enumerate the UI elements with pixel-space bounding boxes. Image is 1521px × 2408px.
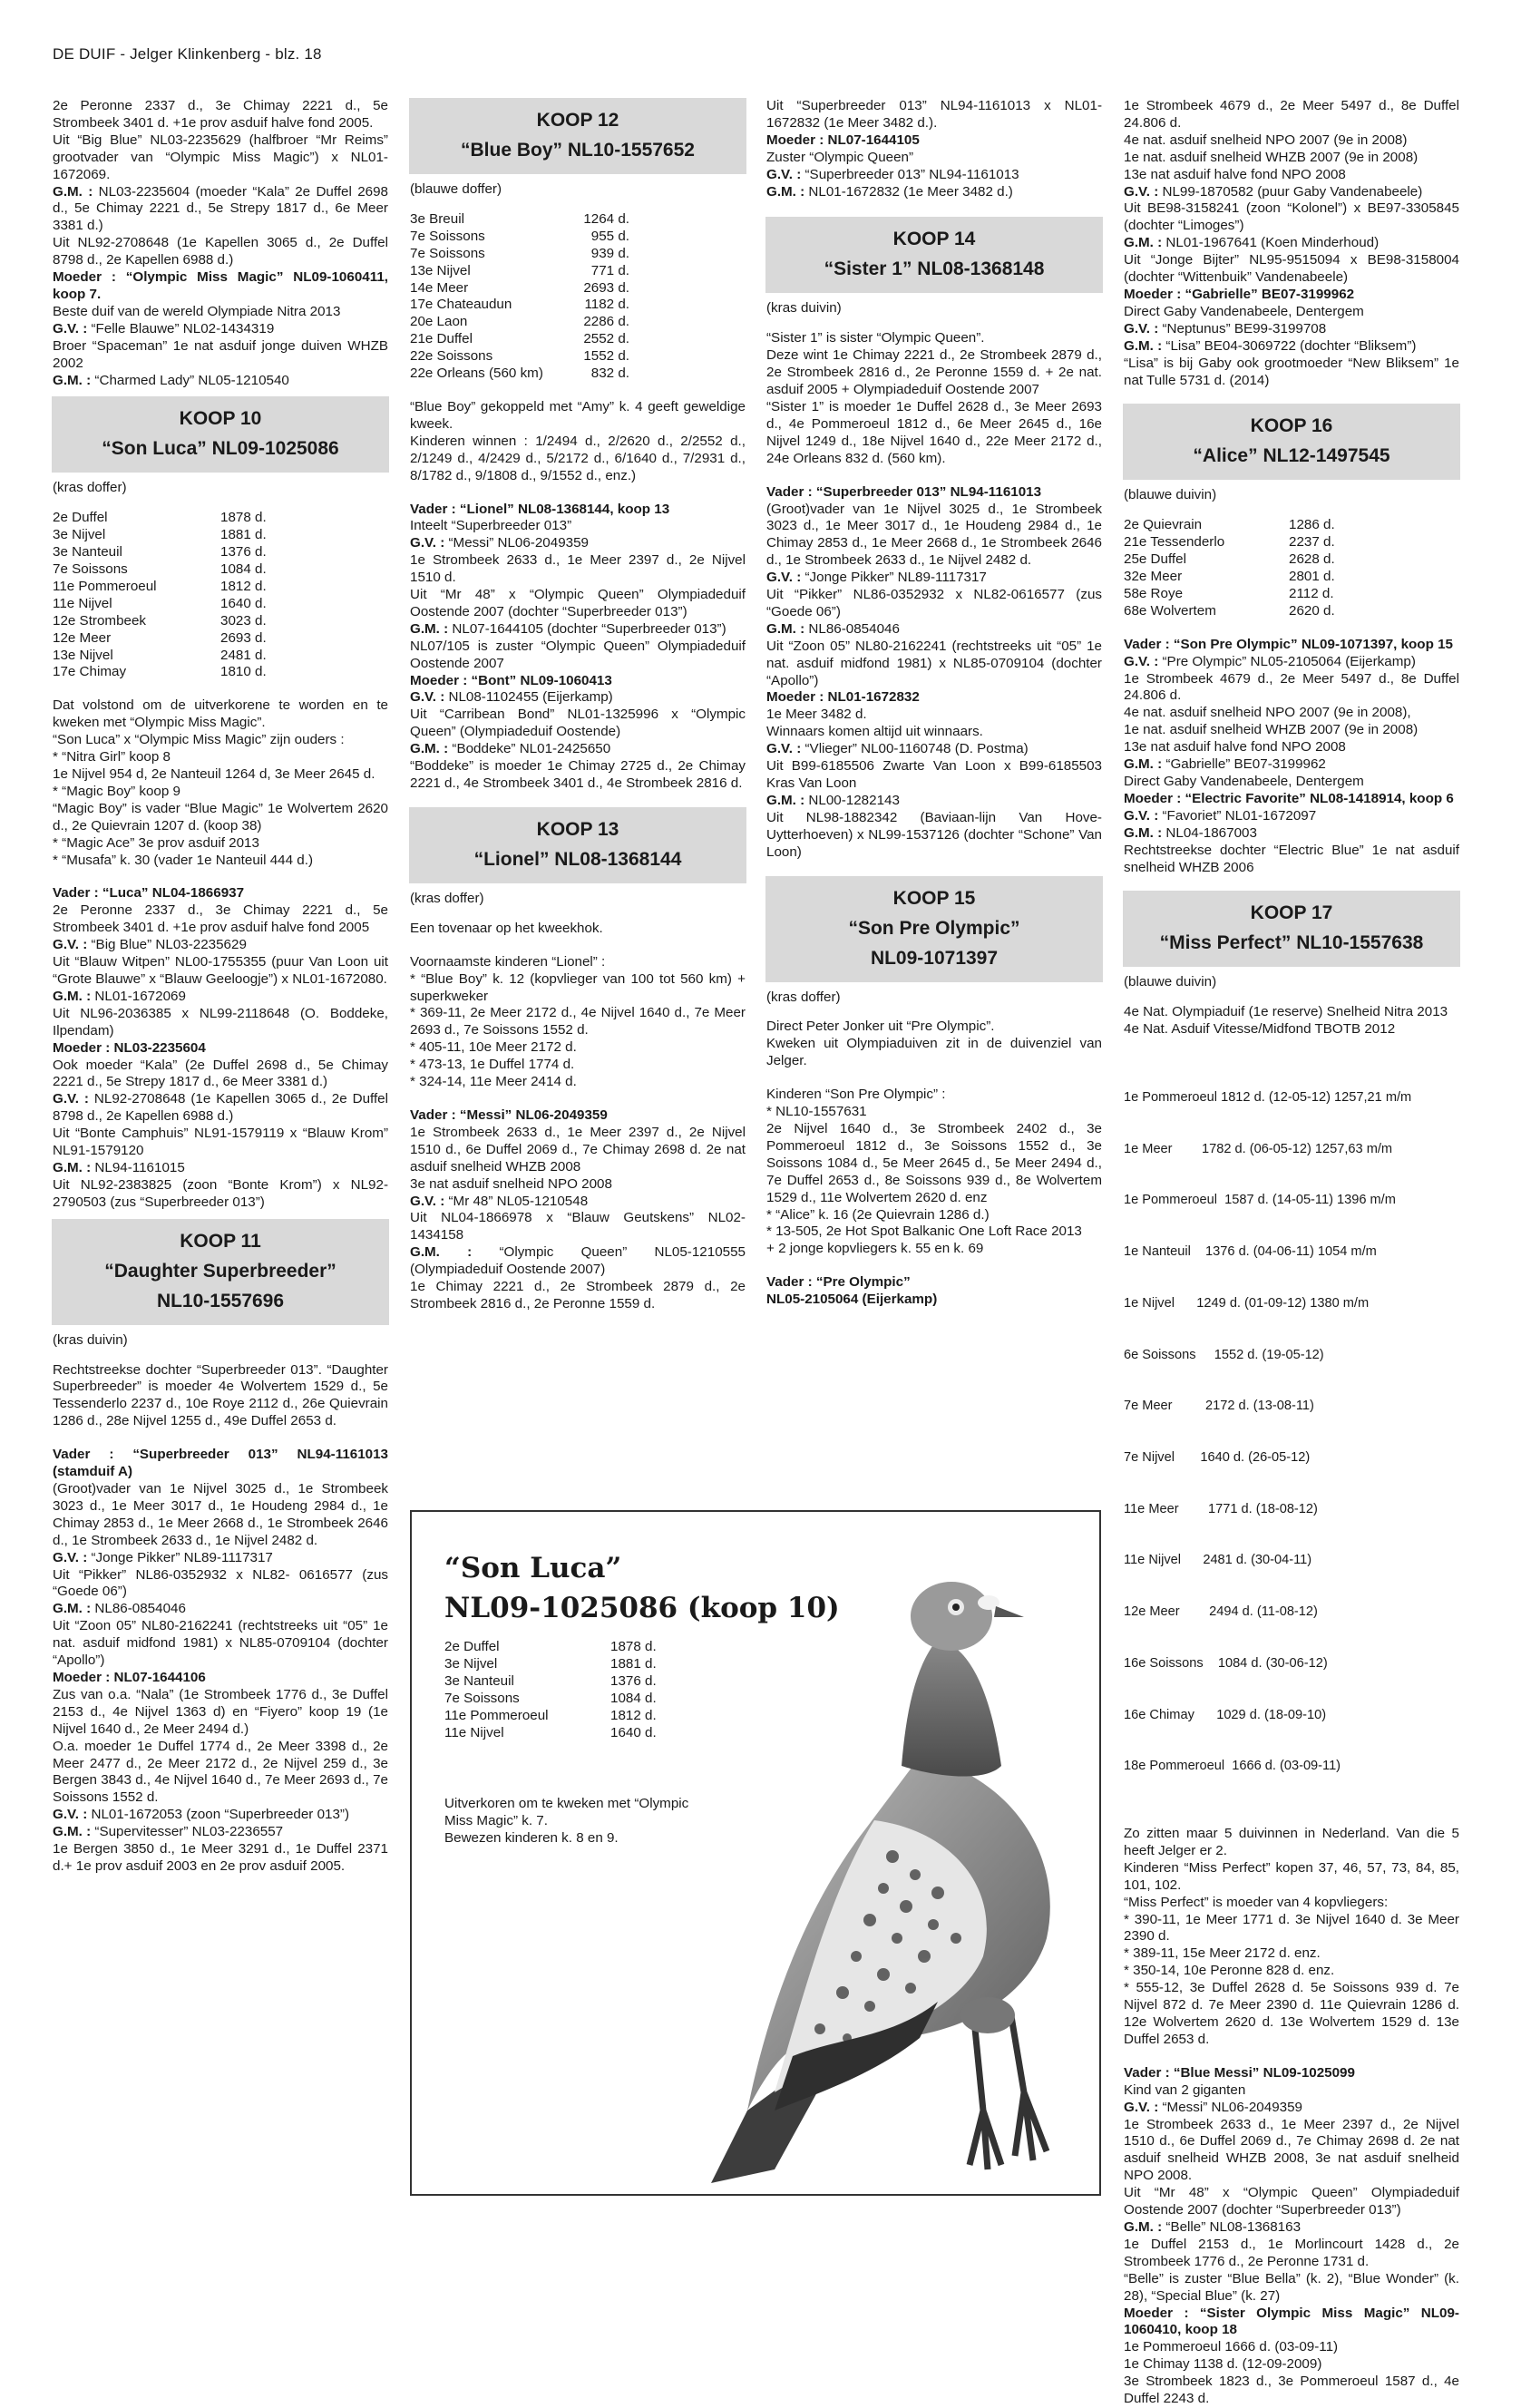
result-row: 16e Chimay 1029 d. (18-09-10) bbox=[1124, 1707, 1327, 1722]
koop-11-header bbox=[52, 1219, 389, 1325]
paragraph: Uit “Big Blue” NL03-2235629 (halfbroer “Mr Reims” grootvader van “Olympic Miss Magic”) x NL01-1672069. bbox=[53, 132, 388, 182]
page-header: DE DUIF - Jelger Klinkenberg - blz. 18 bbox=[53, 45, 322, 63]
paragraph: G.V. : “Mr 48” NL05-1210548 bbox=[410, 1193, 589, 1209]
result-row: 22e Soissons 1552 d. bbox=[410, 348, 629, 365]
paragraph: Broer “Spaceman” 1e nat asduif jonge duiven WHZB 2002 bbox=[53, 337, 388, 371]
paragraph: Uit NL92-2708648 (1e Kapellen 3065 d., 2e Duffel 8798 d., 2e Kapellen 6988 d.) bbox=[53, 235, 388, 268]
result-row: 7e Soissons 1084 d. bbox=[53, 561, 267, 578]
vader-line: Vader : “Messi” NL06-2049359 bbox=[410, 1107, 608, 1123]
result-row: 12e Meer 2693 d. bbox=[53, 629, 267, 646]
result-row: 1e Nijvel 1249 d. (01-09-12) 1380 m/m bbox=[1124, 1295, 1370, 1311]
paragraph: * 473-13, 1e Duffel 1774 d. bbox=[410, 1057, 575, 1073]
paragraph: Uit “Pikker” NL86-0352932 x NL82- 0616577 (zus “Goede 06”) bbox=[53, 1566, 388, 1600]
paragraph: 1e Bergen 3850 d., 1e Meer 3291 d., 1e Duffel 2371 d.+ 1e prov asduif 2003 en 2e prov asduif 2005. bbox=[53, 1841, 388, 1874]
result-row: 18e Pommeroeul 1666 d. (03-09-11) bbox=[1124, 1759, 1341, 1774]
paragraph: G.V. : “Vlieger” NL00-1160748 (D. Postma) bbox=[766, 741, 1029, 757]
vader-line: Vader : “Superbreeder 013” NL94-1161013 bbox=[766, 483, 1042, 500]
koop-subtitle: (kras duivin) bbox=[53, 1331, 128, 1348]
paragraph: “Magic Boy” is vader “Blue Magic” 1e Wolvertem 2620 d., 2e Quievrain 1207 d. (koop 38) bbox=[53, 800, 388, 834]
result-row: 20e Laon 2286 d. bbox=[410, 314, 629, 330]
paragraph: 1e Strombeek 4679 d., 2e Meer 5497 d., 8e Duffel 24.806 d. bbox=[1124, 98, 1459, 131]
paragraph: Rechtstreekse dochter “Superbreeder 013”. “Daughter Superbreeder” is moeder 4e Wolvertem 1529 d., 5e Tessenderlo 2237 d., 10e Roye 2112 d., 26e Quievrain 1286 d., 28e Nijvel 1255 d., 49e Duffel 2653 d. bbox=[53, 1361, 388, 1429]
vader-line: Vader : “Blue Messi” NL09-1025099 bbox=[1124, 2064, 1355, 2081]
koop-16-header bbox=[1123, 404, 1460, 480]
paragraph: “Belle” is zuster “Blue Bella” (k. 2), “Blue Wonder” (k. 28), “Special Blue” (k. 27) bbox=[1124, 2270, 1459, 2304]
paragraph: “Son Luca” x “Olympic Miss Magic” zijn ouders : bbox=[53, 732, 345, 748]
paragraph: Ook moeder “Kala” (2e Duffel 2698 d., 5e Chimay 2221 d., 5e Strepy 1817 d., 6e Meer 3381 d.) bbox=[53, 1057, 388, 1090]
koop-title: KOOP 17 bbox=[1250, 902, 1333, 924]
koop-title: KOOP 13 bbox=[536, 818, 619, 840]
result-row: 11e Pommeroeul 1812 d. bbox=[53, 578, 267, 594]
paragraph: 13e nat asduif halve fond NPO 2008 bbox=[1124, 166, 1346, 182]
paragraph: G.M. : NL01-1672832 (1e Meer 3482 d.) bbox=[766, 183, 1013, 200]
pigeon-photo bbox=[711, 1530, 1101, 2192]
paragraph: G.V. : “Neptunus” BE99-3199708 bbox=[1124, 320, 1327, 336]
koop-subtitle: (kras doffer) bbox=[410, 890, 484, 906]
result-row: 16e Soissons 1084 d. (30-06-12) bbox=[1124, 1655, 1328, 1671]
paragraph bbox=[53, 184, 388, 236]
paragraph: Uit B99-6185506 Zwarte Van Loon x B99-6185503 Kras Van Loon bbox=[766, 758, 1102, 791]
paragraph: * “Musafa” k. 30 (vader 1e Nanteuil 444 d.) bbox=[53, 852, 314, 868]
note-line: Bewezen kinderen k. 8 en 9. bbox=[444, 1829, 619, 1846]
column-3 bbox=[766, 98, 1102, 1309]
paragraph: 4e nat. asduif snelheid NPO 2007 (9e in 2008) bbox=[1124, 132, 1408, 148]
koop-12-header bbox=[409, 98, 746, 174]
koop-subtitle: (blauwe duivin) bbox=[1124, 974, 1217, 990]
paragraph: * 390-11, 1e Meer 1771 d. 3e Nijvel 1640 d. 3e Meer 2390 d. bbox=[1124, 1911, 1459, 1945]
moeder-line: Moeder : “Olympic Miss Magic” NL09-1060411, koop 7. bbox=[53, 269, 388, 302]
koop-name: “Blue Boy” NL10-1557652 bbox=[461, 140, 695, 161]
paragraph: G.M. : “Supervitesser” NL03-2236557 bbox=[53, 1824, 284, 1840]
paragraph: “Miss Perfect” is moeder van 4 kopvliegers: bbox=[1124, 1894, 1389, 1910]
paragraph: G.V. : NL99-1870582 (puur Gaby Vandenabeele) bbox=[1124, 183, 1423, 200]
paragraph: * 350-14, 10e Peronne 828 d. enz. bbox=[1124, 1963, 1335, 1979]
moeder-line: Moeder : NL03-2235604 bbox=[53, 1039, 206, 1056]
koop-name: “Son Luca” NL09-1025086 bbox=[102, 438, 339, 460]
paragraph: * “Magic Ace” 3e prov asduif 2013 bbox=[53, 834, 259, 851]
result-row: 1e Meer 1782 d. (06-05-12) 1257,63 m/m bbox=[1124, 1141, 1393, 1156]
paragraph: Uit NL98-1882342 (Baviaan-lijn Van Hove-Uytterhoeven) x NL99-1537126 (dochter “Schone” Van Loon) bbox=[766, 809, 1102, 860]
koop-10-header bbox=[52, 396, 389, 473]
paragraph: Uit “Zoon 05” NL80-2162241 (rechtstreeks uit “05” 1e nat. asduif midfond 1981) x NL85-0709104 (dochter “Apollo”) bbox=[766, 638, 1102, 688]
paragraph: G.M. : “Lisa” BE04-3069722 (dochter “Bliksem”) bbox=[1124, 337, 1417, 354]
paragraph: 1e nat. asduif snelheid WHZB 2007 (9e in 2008) bbox=[1124, 149, 1419, 165]
result-row: 32e Meer 2801 d. bbox=[1124, 569, 1335, 585]
paragraph: “Sister 1” is moeder 1e Duffel 2628 d., 3e Meer 2693 d., 4e Pommeroeul 1812 d., 6e Meer 2645 d., 16e Nijvel 1249 d., 18e Nijvel 1640 d., 22e Meer 2172 d., 24e Orleans 832 d. (560 km). bbox=[766, 398, 1102, 466]
results-table bbox=[53, 510, 267, 681]
paragraph: 1e nat. asduif snelheid WHZB 2007 (9e in 2008) bbox=[1124, 722, 1419, 738]
koop-subtitle: (blauwe doffer) bbox=[410, 181, 502, 197]
son-luca-feature-box bbox=[410, 1510, 1101, 2196]
result-row: 68e Wolvertem 2620 d. bbox=[1124, 602, 1335, 619]
feature-results bbox=[444, 1639, 657, 1741]
paragraph: Rechtstreekse dochter “Electric Blue” 1e nat asduif snelheid WHZB 2006 bbox=[1124, 842, 1459, 875]
vader-line: Vader : “Son Pre Olympic” NL09-1071397, koop 15 bbox=[1124, 636, 1453, 652]
koop-subtitle: (kras doffer) bbox=[766, 989, 841, 1005]
koop-name: “Daughter Superbreeder” bbox=[104, 1260, 336, 1282]
paragraph: G.M. : “Belle” NL08-1368163 bbox=[1124, 2218, 1302, 2235]
feature-title-line: “Son Luca” bbox=[444, 1552, 622, 1584]
results-table bbox=[410, 211, 629, 383]
result-row: 11e Nijvel 1640 d. bbox=[53, 595, 267, 611]
koop-title: KOOP 15 bbox=[892, 887, 976, 909]
result-row: 17e Chimay 1810 d. bbox=[53, 664, 267, 680]
paragraph: Uit “Mr 48” x “Olympic Queen” Olympiadeduif Oostende 2007 (dochter “Superbreeder 013”) bbox=[410, 587, 746, 619]
koop-14-header bbox=[765, 217, 1103, 293]
result-row: 21e Tessenderlo 2237 d. bbox=[1124, 534, 1335, 551]
paragraph: 1e Strombeek 2633 d., 1e Meer 2397 d., 2e Nijvel 1510 d., 6e Duffel 2069 d., 7e Chimay 2698 d. 2e nat asduif snelheid WHZB 2008, 3e nat asduif snelheid NPO 2008. bbox=[1124, 2116, 1459, 2184]
koop-title: KOOP 14 bbox=[892, 229, 976, 250]
result-row: 7e Meer 2172 d. (13-08-11) bbox=[1124, 1399, 1314, 1414]
text: NL03-2235604 (moeder “Kala” 2e Duffel 2698 d., 5e Chimay 2221 d., 5e Strepy 1817 d., 6e Meer 3381 d.) bbox=[53, 183, 388, 234]
paragraph: 1e Meer 3482 d. bbox=[766, 707, 867, 723]
feature-title-line: NL09-1025086 (koop 10) bbox=[444, 1592, 840, 1624]
column-1 bbox=[53, 98, 388, 1876]
paragraph bbox=[53, 373, 388, 390]
paragraph: (Groot)vader van 1e Nijvel 3025 d., 1e Strombeek 3023 d., 1e Meer 3017 d., 1e Houdeng 2984 d., 1e Chimay 2853 d., 1e Meer 2668 d., 1e Strombeek 2646 d., 1e Strombeek 2633 d., 1e Nijvel 2482 d. bbox=[53, 1481, 388, 1548]
koop-subtitle: (blauwe duivin) bbox=[1124, 487, 1217, 503]
result-row: 7e Soissons 1084 d. bbox=[444, 1690, 657, 1706]
vader-line: Vader : “Pre Olympic” bbox=[766, 1274, 911, 1291]
paragraph: G.M. : NL94-1161015 bbox=[53, 1159, 185, 1175]
result-row: 2e Duffel 1878 d. bbox=[53, 510, 267, 526]
moeder-line: Moeder : “Electric Favorite” NL08-1418914, koop 6 bbox=[1124, 790, 1454, 806]
paragraph: * “Blue Boy” k. 12 (kopvlieger van 100 tot 560 km) + superkweker bbox=[410, 970, 746, 1004]
koop-15-header bbox=[765, 876, 1103, 982]
moeder-line: Moeder : “Sister Olympic Miss Magic” NL09-1060410, koop 18 bbox=[1124, 2305, 1459, 2338]
koop-title: KOOP 12 bbox=[536, 110, 619, 131]
paragraph: “Lisa” is bij Gaby ook grootmoeder “New Bliksem” 1e nat Tulle 5731 d. (2014) bbox=[1124, 355, 1459, 388]
result-row: 11e Nijvel 1640 d. bbox=[444, 1724, 657, 1740]
paragraph: Kinderen winnen : 1/2494 d., 2/2620 d., 2/2552 d., 2/1249 d., 4/2429 d., 5/2172 d., 6/1640 d., 7/2931 d., 8/1782 d., 9/1808 d., 9/1552 d., enz.) bbox=[410, 433, 746, 483]
paragraph: Kinderen “Miss Perfect” kopen 37, 46, 57, 73, 84, 85, 101, 102. bbox=[1124, 1859, 1459, 1893]
paragraph: Zo zitten maar 5 duivinnen in Nederland. Van die 5 heeft Jelger er 2. bbox=[1124, 1826, 1459, 1858]
paragraph: Dat volstond om de uitverkorene te worden en te kweken met “Olympic Miss Magic”. bbox=[53, 697, 388, 731]
paragraph: G.V. : “Jonge Pikker” NL89-1117317 bbox=[766, 570, 987, 586]
paragraph: G.M. : NL07-1644105 (dochter “Superbreeder 013”) bbox=[410, 620, 726, 637]
paragraph: O.a. moeder 1e Duffel 1774 d., 2e Meer 3398 d., 2e Meer 2477 d., 2e Meer 2172 d., 2e Nijvel 259 d., 3e Bergen 3843 d., 4e Nijvel 1640 d., 7e Meer 2693 d., 7e Soissons 1552 d. bbox=[53, 1738, 388, 1806]
paragraph: G.M. : NL00-1282143 bbox=[766, 792, 900, 808]
result-row: 6e Soissons 1552 d. (19-05-12) bbox=[1124, 1347, 1324, 1362]
paragraph: Kweken uit Olympiaduiven zit in de duivenziel van Jelger. bbox=[766, 1036, 1102, 1069]
paragraph: G.V. : “Messi” NL06-2049359 bbox=[410, 535, 589, 551]
paragraph: Zuster “Olympic Queen” bbox=[766, 149, 914, 165]
result-row: 25e Duffel 2628 d. bbox=[1124, 551, 1335, 568]
paragraph: Deze wint 1e Chimay 2221 d., 2e Strombeek 2879 d., 2e Strombeek 2816 d., 2e Peronne 1559 d. + 2e nat. asduif 2005 + Olympiadeduif Oostende 2007 bbox=[766, 347, 1102, 398]
paragraph: G.V. : “Jonge Pikker” NL89-1117317 bbox=[53, 1549, 273, 1565]
moeder-line: Moeder : NL01-1672832 bbox=[766, 689, 920, 706]
paragraph: 3e Strombeek 1823 d., 3e Pommeroeul 1587 d., 4e Duffel 2243 d. bbox=[1124, 2374, 1459, 2407]
results-table bbox=[1124, 517, 1335, 619]
paragraph: Uit “Bonte Camphuis” NL91-1579119 x “Blauw Krom” NL91-1579120 bbox=[53, 1126, 388, 1159]
result-row: 3e Breuil 1264 d. bbox=[410, 210, 629, 227]
paragraph: Uit NL04-1866978 x “Blauw Geutskens” NL02-1434158 bbox=[410, 1210, 746, 1243]
result-row: 7e Nijvel 1640 d. (26-05-12) bbox=[1124, 1450, 1311, 1465]
result-row: 1e Nanteuil 1376 d. (04-06-11) 1054 m/m bbox=[1124, 1244, 1377, 1260]
paragraph: 1e Chimay 1138 d. (12-09-2009) bbox=[1124, 2356, 1322, 2373]
paragraph: Uit BE98-3158241 (zoon “Kolonel”) x BE97-3305845 (dochter “Limoges”) bbox=[1124, 200, 1459, 234]
paragraph: G.V. : NL92-2708648 (1e Kapellen 3065 d., 2e Duffel 8798 d., 2e Kapellen 6988 d.) bbox=[53, 1091, 388, 1125]
paragraph: 1e Pommeroeul 1666 d. (03-09-11) bbox=[1124, 2339, 1339, 2355]
paragraph: 1e Strombeek 2633 d., 1e Meer 2397 d., 2e Nijvel 1510 d., 6e Duffel 2069 d., 7e Chimay 2698 d. 2e nat asduif snelheid WHZB 2008 bbox=[410, 1124, 746, 1175]
paragraph: G.V. : “Favoriet” NL01-1672097 bbox=[1124, 807, 1317, 824]
koop-name: “Miss Perfect” NL10-1557638 bbox=[1159, 932, 1424, 954]
result-row: 11e Meer 1771 d. (18-08-12) bbox=[1124, 1501, 1318, 1516]
label: G.M. : bbox=[53, 183, 93, 200]
paragraph: “Boddeke” is moeder 1e Chimay 2725 d., 2e Chimay 2221 d., 4e Strombeek 3401 d., 4e Strombeek 2816 d. bbox=[410, 758, 746, 791]
paragraph: G.V. : “Superbreeder 013” NL94-1161013 bbox=[766, 166, 1019, 182]
paragraph: G.V. : NL01-1672053 (zoon “Superbreeder 013”) bbox=[53, 1807, 350, 1823]
paragraph: G.V. : NL08-1102455 (Eijerkamp) bbox=[410, 689, 613, 706]
paragraph: G.M. : “Boddeke” NL01-2425650 bbox=[410, 741, 611, 757]
paragraph: * “Alice” k. 16 (2e Quievrain 1286 d.) bbox=[766, 1206, 990, 1223]
paragraph: 2e Nijvel 1640 d., 3e Strombeek 2402 d., 3e Pommeroeul 1812 d., 3e Soissons 1552 d., 3e Soissons 1084 d., 5e Meer 2645 d., 5e Meer 2494 d., 7e Duffel 2653 d., 8e Soissons 939 d., 8e Wolvertem 1529 d., 11e Wolvertem 2620 d. enz bbox=[766, 1120, 1102, 1205]
result-row: 3e Nijvel 1881 d. bbox=[444, 1655, 657, 1672]
paragraph: 1e Strombeek 4679 d., 2e Meer 5497 d., 8e Duffel 24.806 d. bbox=[1124, 670, 1459, 704]
paragraph: Direct Peter Jonker uit “Pre Olympic”. bbox=[766, 1019, 995, 1035]
paragraph: * 13-505, 2e Hot Spot Balkanic One Loft Race 2013 bbox=[766, 1223, 1082, 1240]
result-row: 12e Meer 2494 d. (11-08-12) bbox=[1124, 1604, 1318, 1620]
result-row: 7e Soissons 955 d. bbox=[410, 228, 629, 244]
paragraph: 13e nat asduif halve fond NPO 2008 bbox=[1124, 739, 1346, 756]
result-row: 7e Soissons 939 d. bbox=[410, 245, 629, 261]
paragraph: G.M. : NL01-1967641 (Koen Minderhoud) bbox=[1124, 235, 1380, 251]
paragraph: (Groot)vader van 1e Nijvel 3025 d., 1e Strombeek 3023 d., 1e Meer 3017 d., 1e Houdeng 2984 d., 1e Chimay 2853 d., 1e Meer 2668 d., 1e Strombeek 2646 d., 1e Strombeek 2633 d., 1e Nijvel 2482 d. bbox=[766, 501, 1102, 569]
result-row: 22e Orleans (560 km) 832 d. bbox=[410, 366, 629, 382]
koop-name: “Lionel” NL08-1368144 bbox=[473, 848, 682, 870]
column-4 bbox=[1124, 98, 1459, 2408]
feature-note bbox=[444, 1796, 717, 1847]
paragraph: Uit “Superbreeder 013” NL94-1161013 x NL01-1672832 (1e Meer 3482 d.). bbox=[766, 98, 1102, 131]
paragraph: Direct Gaby Vandenabeele, Dentergem bbox=[1124, 303, 1364, 319]
paragraph: 4e nat. asduif snelheid NPO 2007 (9e in 2008), bbox=[1124, 705, 1411, 721]
paragraph: * 369-11, 2e Meer 2172 d., 4e Nijvel 1640 d., 7e Meer 2693 d., 7e Soissons 1552 d. bbox=[410, 1005, 746, 1038]
paragraph: G.M. : “Olympic Queen” NL05-1210555 (Olympiadeduif Oostende 2007) bbox=[410, 1244, 746, 1278]
paragraph: 1e Nijvel 954 d, 2e Nanteuil 1264 d, 3e Meer 2645 d. bbox=[53, 766, 375, 782]
paragraph: 2e Peronne 2337 d., 3e Chimay 2221 d., 5e Strombeek 3401 d. +1e prov asduif halve fond 2005 bbox=[53, 902, 388, 936]
paragraph: G.M. : NL01-1672069 bbox=[53, 988, 186, 1004]
paragraph: * NL10-1557631 bbox=[766, 1104, 867, 1120]
paragraph: Beste duif van de wereld Olympiade Nitra 2013 bbox=[53, 303, 341, 319]
paragraph: Kind van 2 giganten bbox=[1124, 2081, 1246, 2098]
result-row: 13e Nijvel 2481 d. bbox=[53, 647, 267, 663]
result-row: 2e Duffel 1878 d. bbox=[444, 1639, 657, 1654]
moeder-line: Moeder : NL07-1644106 bbox=[53, 1669, 206, 1685]
paragraph: “Sister 1” is sister “Olympic Queen”. bbox=[766, 330, 985, 346]
paragraph: Uit “Pikker” NL86-0352932 x NL82-0616577 (zus “Goede 06”) bbox=[766, 587, 1102, 619]
result-row: 3e Nanteuil 1376 d. bbox=[53, 544, 267, 561]
koop-subtitle: (kras duivin) bbox=[766, 300, 842, 317]
paragraph: Zus van o.a. “Nala” (1e Strombeek 1776 d., 3e Duffel 2153 d., 4e Nijvel 1363 d) en “Fiyero” koop 19 (1e Nijvel 1640 d., 2e Meer 2494 d.) bbox=[53, 1686, 388, 1737]
result-row: 3e Nanteuil 1376 d. bbox=[444, 1672, 657, 1689]
column-2 bbox=[410, 98, 746, 1313]
koop-name: “Son Pre Olympic” bbox=[848, 917, 1020, 939]
paragraph: * 405-11, 10e Meer 2172 d. bbox=[410, 1039, 577, 1056]
paragraph: Uit NL96-2036385 x NL99-2118648 (O. Boddeke, Ilpendam) bbox=[53, 1005, 388, 1038]
koop-title: KOOP 10 bbox=[179, 408, 262, 430]
paragraph: Uit “Blauw Witpen” NL00-1755355 (puur Van Loon uit “Grote Blauwe” x “Blauw Geeloogje”) x NL01-1672080. bbox=[53, 954, 388, 987]
paragraph: G.V. : “Messi” NL06-2049359 bbox=[1124, 2099, 1302, 2115]
koop-ring: NL09-1071397 bbox=[870, 947, 999, 969]
koop-name: “Alice” NL12-1497545 bbox=[1193, 445, 1390, 467]
result-row: 58e Roye 2112 d. bbox=[1124, 585, 1334, 601]
result-row: 1e Pommeroeul 1812 d. (12-05-12) 1257,21 m/m bbox=[1124, 1089, 1412, 1105]
paragraph bbox=[53, 321, 388, 338]
paragraph: Kinderen “Son Pre Olympic” : bbox=[766, 1087, 946, 1103]
paragraph: Uit NL92-2383825 (zoon “Bonte Krom”) x NL92-2790503 (zus “Superbreeder 013”) bbox=[53, 1176, 388, 1210]
paragraph: Uit “Mr 48” x “Olympic Queen” Olympiadeduif Oostende 2007 (dochter “Superbreeder 013”) bbox=[1124, 2185, 1459, 2218]
koop-13-header bbox=[409, 807, 746, 883]
koop-name: “Sister 1” NL08-1368148 bbox=[824, 258, 1045, 280]
label: G.V. : bbox=[53, 320, 88, 336]
text: “Charmed Lady” NL05-1210540 bbox=[94, 372, 289, 388]
paragraph: G.M. : “Gabrielle” BE07-3199962 bbox=[1124, 756, 1326, 773]
vader-line: Vader : “Lionel” NL08-1368144, koop 13 bbox=[410, 501, 670, 517]
koop-title: KOOP 16 bbox=[1250, 415, 1333, 437]
result-row: 13e Nijvel 771 d. bbox=[410, 262, 629, 278]
paragraph: * 555-12, 3e Duffel 2628 d. 5e Soissons 939 d. 7e Nijvel 872 d. 7e Meer 2390 d. 11e Quievrain 1286 d. 12e Wolvertem 2620 d. 13e Wolvertem 1529 d. 13e Duffel 2653 d. bbox=[1124, 1980, 1459, 2047]
note-line: Uitverkoren om te kweken met “Olympic Miss Magic” k. 7. bbox=[444, 1796, 689, 1828]
paragraph: “Blue Boy” gekoppeld met “Amy” k. 4 geeft geweldige kweek. bbox=[410, 398, 746, 432]
paragraph: * “Nitra Girl” koop 8 bbox=[53, 749, 171, 765]
paragraph: 4e Nat. Asduif Vitesse/Midfond TBOTB 2012 bbox=[1124, 1021, 1396, 1038]
paragraph: * “Magic Boy” koop 9 bbox=[53, 783, 180, 799]
paragraph: Winnaars komen altijd uit winnaars. bbox=[766, 724, 983, 740]
paragraph: 3e nat asduif snelheid NPO 2008 bbox=[410, 1175, 612, 1192]
paragraph: G.M. : NL04-1867003 bbox=[1124, 824, 1257, 841]
paragraph: Uit “Zoon 05” NL80-2162241 (rechtstreeks uit “05” 1e nat. asduif midfond 1981) x NL85-0709104 (dochter “Apollo”) bbox=[53, 1618, 388, 1669]
koop-subtitle: (kras doffer) bbox=[53, 480, 127, 496]
paragraph: Voornaamste kinderen “Lionel” : bbox=[410, 953, 606, 970]
paragraph: 1e Chimay 2221 d., 2e Strombeek 2879 d., 2e Strombeek 2816 d., 2e Peronne 1559 d. bbox=[410, 1279, 746, 1311]
paragraph: Direct Gaby Vandenabeele, Dentergem bbox=[1124, 774, 1364, 789]
paragraph: * 324-14, 11e Meer 2414 d. bbox=[410, 1074, 577, 1090]
paragraph: G.V. : “Pre Olympic” NL05-2105064 (Eijerkamp) bbox=[1124, 653, 1416, 669]
result-row: 21e Duffel 2552 d. bbox=[410, 331, 629, 347]
result-row: 2e Quievrain 1286 d. bbox=[1124, 517, 1335, 533]
moeder-line: Moeder : NL07-1644105 bbox=[766, 132, 920, 148]
vader-line: Vader : “Superbreeder 013” NL94-1161013 (stamduif A) bbox=[53, 1447, 388, 1480]
label: G.M. : bbox=[53, 372, 92, 388]
paragraph: G.M. : NL86-0854046 bbox=[53, 1601, 186, 1617]
paragraph: NL07/105 is zuster “Olympic Queen” Olympiadeduif Oostende 2007 bbox=[410, 638, 746, 671]
paragraph: Inteelt “Superbreeder 013” bbox=[410, 518, 572, 534]
text: “Felle Blauwe” NL02-1434319 bbox=[91, 320, 275, 336]
result-row: 11e Pommeroeul 1812 d. bbox=[444, 1707, 657, 1723]
paragraph: Een tovenaar op het kweekhok. bbox=[410, 920, 603, 936]
koop-17-header bbox=[1123, 891, 1460, 967]
paragraph: Uit “Jonge Bijter” NL95-9515094 x BE98-3158004 (dochter “Wittenbuik” Vandenabeele) bbox=[1124, 252, 1459, 286]
results-list bbox=[1124, 1055, 1459, 1809]
moeder-line: Moeder : “Bont” NL09-1060413 bbox=[410, 672, 612, 688]
moeder-line: Moeder : “Gabrielle” BE07-3199962 bbox=[1124, 286, 1355, 302]
result-row: 3e Nijvel 1881 d. bbox=[53, 527, 267, 543]
result-row: 17e Chateaudun 1182 d. bbox=[410, 297, 629, 313]
result-row: 11e Nijvel 2481 d. (30-04-11) bbox=[1124, 1553, 1312, 1568]
result-row: 12e Strombeek 3023 d. bbox=[53, 612, 267, 629]
paragraph: * 389-11, 15e Meer 2172 d. enz. bbox=[1124, 1945, 1321, 1962]
paragraph: G.V. : “Big Blue” NL03-2235629 bbox=[53, 937, 247, 953]
paragraph: G.M. : NL86-0854046 bbox=[766, 620, 900, 637]
koop-ring: NL10-1557696 bbox=[156, 1290, 285, 1311]
result-row: 1e Pommeroeul 1587 d. (14-05-11) 1396 m/m bbox=[1124, 1193, 1396, 1208]
paragraph: Uit “Carribean Bond” NL01-1325996 x “Olympic Queen” (Olympiadeduif Oostende) bbox=[410, 707, 746, 740]
vader-line: NL05-2105064 (Eijerkamp) bbox=[766, 1292, 938, 1308]
paragraph: 1e Duffel 2153 d., 1e Morlincourt 1428 d., 2e Strombeek 1776 d., 2e Peronne 1731 d. bbox=[1124, 2236, 1459, 2269]
result-row: 14e Meer 2693 d. bbox=[410, 279, 629, 296]
paragraph: 2e Peronne 2337 d., 3e Chimay 2221 d., 5e Strombeek 3401 d. +1e prov asduif halve fond 2005. bbox=[53, 98, 388, 131]
paragraph: 1e Strombeek 2633 d., 1e Meer 2397 d., 2e Nijvel 1510 d. bbox=[410, 552, 746, 586]
paragraph: 4e Nat. Olympiaduif (1e reserve) Snelheid Nitra 2013 bbox=[1124, 1004, 1448, 1020]
paragraph: + 2 jonge kopvliegers k. 55 en k. 69 bbox=[766, 1241, 984, 1257]
koop-title: KOOP 11 bbox=[180, 1230, 261, 1252]
vader-line: Vader : “Luca” NL04-1866937 bbox=[53, 885, 245, 902]
